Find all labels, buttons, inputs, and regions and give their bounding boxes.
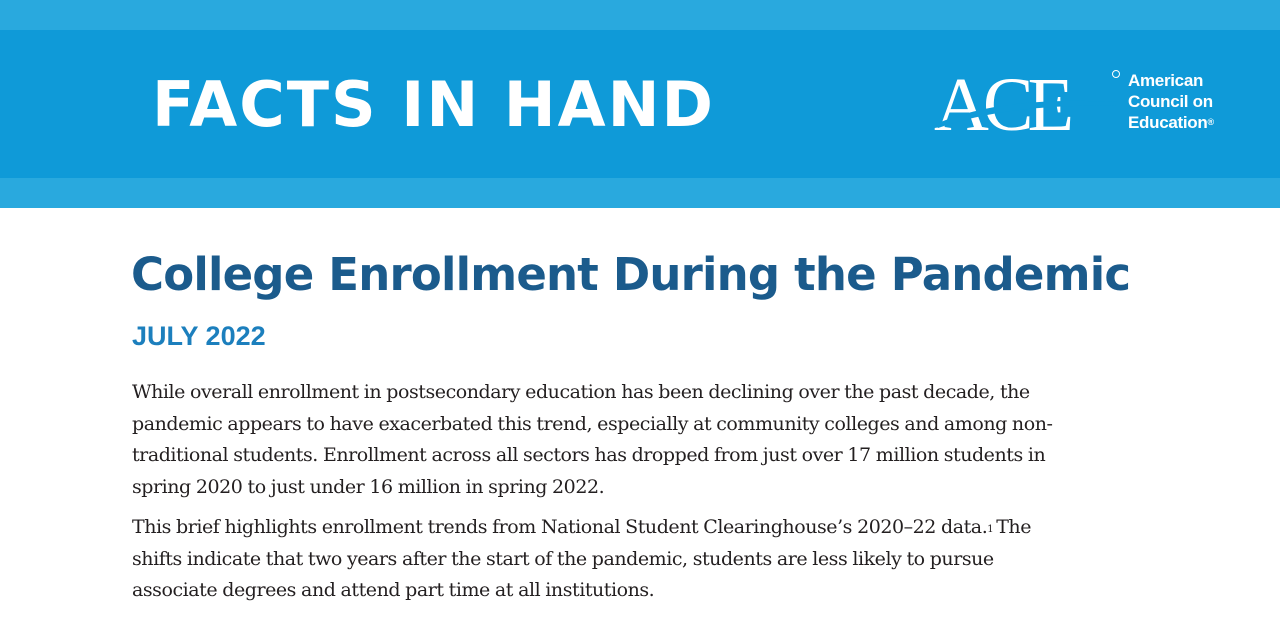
intro-line-2: pandemic appears to have exacerbated this trend, especially at community colleges and among non-: [132, 412, 1053, 435]
logo-line-1: American: [1128, 71, 1204, 90]
intro-paragraph: [132, 377, 1142, 503]
ace-logo-wordmark: [1128, 70, 1214, 133]
registered-mark-icon: [1113, 71, 1120, 78]
logo-line-3: Education®: [1128, 113, 1214, 132]
ace-logo: [932, 66, 1222, 140]
brief-line-1-end: The: [996, 516, 1032, 538]
intro-line-1: While overall enrollment in postsecondary education has been declining over the past decade, the: [132, 381, 1030, 403]
brief-line-2: shifts indicate that two years after the start of the pandemic, students are less likely to pursue: [132, 547, 994, 570]
brief-paragraph: [132, 512, 1142, 607]
ace-logo-letters: ACE: [934, 66, 1068, 140]
intro-line-3: traditional students. Enrollment across all sectors has dropped from just over 17 million students in: [132, 444, 1046, 466]
header-banner: [0, 0, 1280, 208]
intro-line-4: spring 2020 to just under 16 million in spring 2022.: [132, 475, 605, 498]
ace-logo-mark: [932, 66, 1120, 140]
logo-line-2: Council on: [1128, 92, 1213, 111]
document-date: JULY 2022: [132, 321, 266, 351]
document-title: College Enrollment During the Pandemic: [131, 248, 1131, 301]
footnote-marker[interactable]: 1: [987, 524, 994, 535]
brief-line-1: This brief highlights enrollment trends from National Student Clearinghouse’s 2020–22 data.: [132, 516, 988, 538]
brief-line-3: associate degrees and attend part time at all institutions.: [132, 579, 655, 601]
series-title: FACTS IN HAND: [152, 68, 716, 141]
